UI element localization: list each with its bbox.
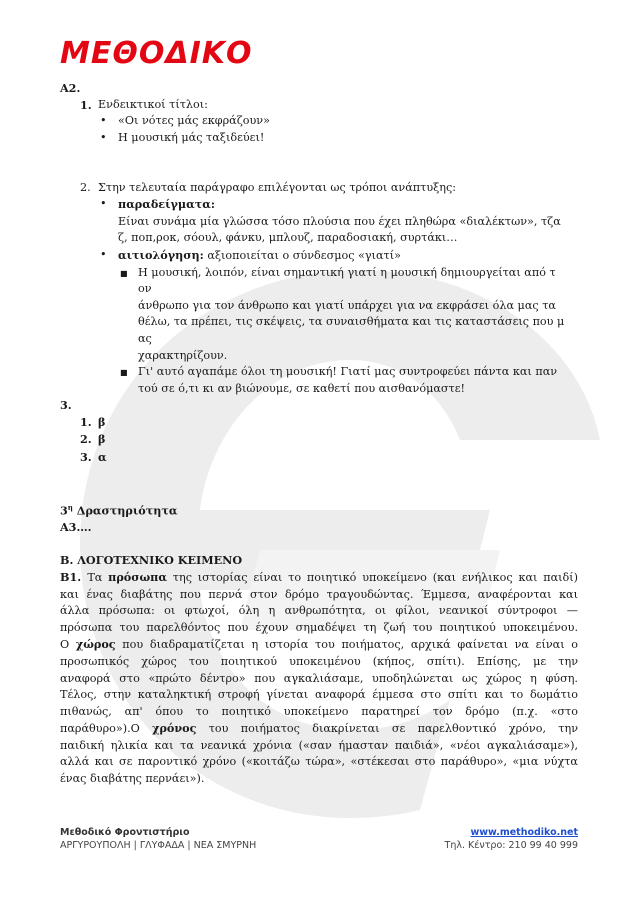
bullet-text: «Οι νότες μάς εκφράζουν» [118, 114, 270, 128]
sub-bullet-text: θέλω, τα πρέπει, τις σκέψεις, τα συναισθήματα και τις καταστάσεις που μ [138, 315, 565, 329]
paragraph-line [60, 569, 578, 587]
activity-title: $3^\eta$ Δραστηριότητα [60, 502, 178, 518]
bullet-item [60, 130, 578, 147]
sub-bullet-item [60, 265, 578, 365]
section-b-title: Β. ΛΟΓΟΤΕΧΝΙΚΟ ΚΕΙΜΕΝΟ [60, 553, 243, 568]
bullet-text: αξιοποιείται ο σύνδεσμος «γιατί» [203, 248, 401, 262]
paragraph-line [60, 754, 578, 771]
answer-value: β [98, 414, 106, 429]
line-text: πρόσωπα του παρελθόντος που έχουν σημαδέψει τη ζωή του ποιητικού υποκειμένου. [60, 620, 578, 634]
keyword: πρόσωπα [108, 569, 167, 584]
section-a3-label: 3. [60, 398, 72, 413]
answer-number: 2. [80, 432, 92, 447]
b1-paragraph [60, 569, 578, 788]
answer-value: β [98, 432, 106, 447]
brand-logo [60, 36, 252, 71]
paragraph-line [60, 620, 578, 637]
sub-bullet-text: ας [138, 331, 152, 345]
section-a2-label: Α2. [60, 81, 81, 95]
keyword: χρόνος [152, 721, 197, 736]
bullet-label: αιτιολόγηση: [118, 247, 204, 262]
footer-phone: Τηλ. Κέντρο: 210 99 40 999 [444, 840, 578, 851]
bullet-item [60, 196, 578, 247]
answer-number: 1. [80, 414, 92, 429]
list-text: Ενδεικτικοί τίτλοι: [98, 97, 208, 111]
bullet-label: παραδείγματα: [118, 197, 215, 212]
paragraph-line [60, 720, 578, 738]
sub-bullet-text: χαρακτηρίζουν. [138, 348, 228, 362]
bullet-item [60, 113, 578, 130]
sub-bullet-item [60, 364, 578, 397]
line-text: παιδική ηλικία και τα νεανικά χρόνια («σαν ήμασταν παιδιά», «νέοι αγκαλιάσαμε»), [60, 738, 578, 752]
paragraph-line [60, 771, 578, 788]
line-text: της ιστορίας είναι το ποιητικό υποκείμενο (και ενήλικος και παιδί) [166, 570, 578, 584]
list-number: 2. [80, 180, 91, 194]
main-content [60, 80, 578, 788]
paragraph-line [60, 587, 578, 604]
line-text: που διαδραματίζεται η ιστορία του ποιήματος, αρχικά φαίνεται να είναι ο [115, 638, 579, 652]
bullet-text: Είναι συνάμα μία γλώσσα τόσο πλούσια που έχει πληθώρα «διαλέκτων», τζα [118, 214, 561, 228]
sub-bullet-text: ον [138, 282, 152, 296]
line-text: Ο [60, 638, 76, 652]
line-text: Τα [87, 570, 109, 584]
answer-item [60, 449, 578, 467]
activity-subtitle: Α3…. [60, 520, 92, 535]
sub-bullet-text: Η μουσική, λοιπόν, είναι σημαντική γιατί η μουσική δημιουργείται από τ [138, 265, 556, 279]
list-item [60, 180, 578, 197]
sub-bullet-text: άνθρωπο για τον άνθρωπο και γιατί υπάρχει για να εκφράσει όλα μας τα [138, 298, 556, 312]
line-text: άλλα πρόσωπα: οι φτωχοί, όλη η ανθρωπότητα, οι φίλοι, νεανικοί σύντροφοι — [60, 604, 578, 618]
paragraph-line [60, 636, 578, 654]
bullet-icon: • [100, 114, 107, 128]
list-text: Στην τελευταία παράγραφο επιλέγονται ως τρόποι ανάπτυξης: [98, 180, 457, 194]
website-link[interactable]: www.methodiko.net [470, 827, 578, 838]
paragraph-line [60, 603, 578, 620]
answer-number: 3. [80, 450, 92, 465]
paragraph-line [60, 738, 578, 755]
list-item [60, 97, 578, 114]
paragraph-line [60, 704, 578, 721]
answer-value: α [98, 450, 107, 465]
paragraph-line [60, 671, 578, 688]
bullet-icon: • [100, 130, 107, 144]
footer-branches: ΑΡΓΥΡΟΥΠΟΛΗ | ΓΛΥΦΑΔΑ | ΝΕΑ ΣΜΥΡΝΗ [60, 840, 257, 851]
answer-item [60, 414, 578, 432]
bullet-text: Η μουσική μάς ταξιδεύει! [118, 130, 265, 144]
line-text: παράθυρο»).Ο [60, 722, 153, 736]
paragraph-line [60, 687, 578, 704]
line-text: προσωπικός χώρος του ποιητικού υποκειμένου (κήπος, σπίτι). Επίσης, με την [60, 654, 578, 668]
bullet-icon: • [100, 197, 107, 211]
logo-text: ΜΕΘΟΔΙΚΟ [60, 36, 253, 71]
line-text: του ποιήματος διακρίνεται σε παρελθοντικό χρόνο, την [196, 722, 578, 736]
list-number: 1. [80, 97, 92, 112]
answer-item [60, 431, 578, 449]
line-text: αλλά και σε παροντικό χρόνο («κοιτάζω τώρα», «στέκεσαι στο παράθυρο», «μια νύχτα [60, 755, 578, 769]
line-text: και ένας διαβάτης που περνά στον δρόμο τραγουδώντας. Έμμεσα, αναφέρονται και [60, 587, 578, 601]
line-text: ένας διαβάτης περνάει»). [60, 772, 205, 786]
line-text: Τέλος, στην καταληκτική στροφή γίνεται αναφορά έμμεσα στο σπίτι και το δωμάτιο [60, 688, 578, 702]
line-text: αναφορά στο «πρώτο δέντρο» που αγκαλιάσαμε, υποδηλώνεται ως χώρος η φύση. [60, 671, 578, 685]
bullet-icon: • [100, 247, 107, 261]
bullet-item [60, 247, 578, 265]
sub-bullet-text: Γι' αυτό αγαπάμε όλοι τη μουσική! Γιατί μας συντροφεύει πάντα και παν [138, 365, 558, 379]
square-bullet-icon: ■ [120, 268, 128, 278]
paragraph-line [60, 654, 578, 671]
sub-bullet-text: τού σε ό,τι κι αν βιώνουμε, σε καθετί που αισθανόμαστε! [138, 381, 466, 395]
footer-org: Μεθοδικό Φροντιστήριο [60, 827, 190, 838]
b1-label: Β1. [60, 569, 88, 584]
line-text: πιθανώς, απ' όπου το ποιητικό υποκείμενο παρατηρεί τον δρόμο (π.χ. «στο [60, 704, 578, 718]
square-bullet-icon: ■ [120, 368, 128, 378]
bullet-text: ζ, ποπ,ροκ, σόουλ, φάνκυ, μπλουζ, παραδοσιακή, συρτάκι… [118, 231, 458, 245]
keyword: χώρος [75, 637, 116, 652]
